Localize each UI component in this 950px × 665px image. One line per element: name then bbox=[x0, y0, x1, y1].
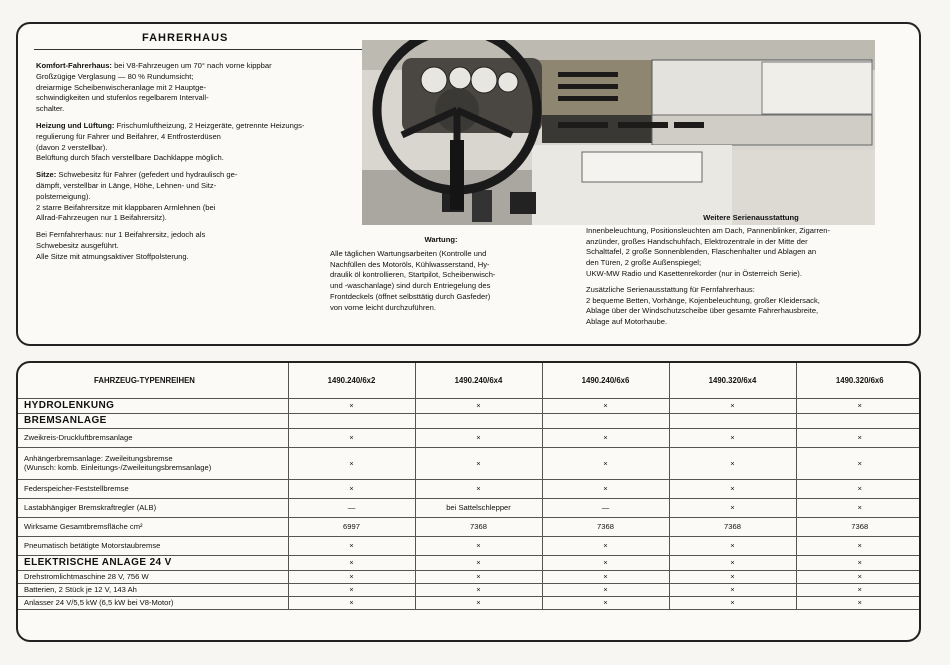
table-row bbox=[18, 596, 921, 609]
text-span: Schwebesitz ausgeführt. bbox=[36, 240, 119, 250]
table-cell bbox=[796, 413, 921, 428]
text-line bbox=[36, 213, 306, 224]
row-label bbox=[18, 398, 288, 413]
text-block bbox=[36, 170, 306, 224]
text-block bbox=[36, 230, 306, 262]
text-span: schalter. bbox=[36, 104, 65, 114]
text-line bbox=[36, 241, 306, 252]
title-divider bbox=[34, 49, 374, 50]
table-cell: × bbox=[796, 398, 921, 413]
text-line: Ablage auf Motorhaube. bbox=[586, 317, 668, 327]
maintenance-heading: Wartung: bbox=[424, 235, 458, 244]
table-cell bbox=[542, 413, 669, 428]
table-cell: 7368 bbox=[542, 517, 669, 536]
cab-panel bbox=[16, 22, 921, 346]
table-cell: × bbox=[542, 536, 669, 555]
table-row bbox=[18, 570, 921, 583]
table-row bbox=[18, 428, 921, 447]
table-cell: × bbox=[542, 583, 669, 596]
text-line: UKW-MW Radio und Kasettenrekorder (nur in Österreich Serie). bbox=[586, 268, 802, 278]
dashboard-photo bbox=[362, 40, 875, 225]
text-span: Allrad-Fahrzeugen nur 1 Beifahrersitz). bbox=[36, 213, 167, 223]
table-cell: × bbox=[796, 583, 921, 596]
table-row bbox=[18, 536, 921, 555]
row-label-text: HYDROLENKUNG bbox=[24, 400, 115, 411]
text-line bbox=[36, 170, 306, 181]
table-cell: × bbox=[288, 428, 415, 447]
row-label bbox=[18, 428, 288, 447]
table-cell: × bbox=[415, 447, 542, 479]
text-line: und -waschanlage) sind durch Entriegelung des bbox=[330, 281, 491, 291]
table-cell: × bbox=[669, 398, 796, 413]
table-cell: × bbox=[796, 570, 921, 583]
text-line: draulik öl kontrollieren, Startpilot, Scheibenwisch- bbox=[330, 270, 496, 280]
table-cell: × bbox=[669, 570, 796, 583]
table-cell: × bbox=[669, 596, 796, 609]
table-cell bbox=[288, 413, 415, 428]
table-cell: × bbox=[542, 398, 669, 413]
table-row bbox=[18, 398, 921, 413]
text-span: Alle Sitze mit atmungsaktiver Stoffpolsterung. bbox=[36, 251, 189, 261]
row-label-text: Pneumatisch betätigte Motorstaubremse bbox=[24, 541, 161, 550]
text-line bbox=[36, 153, 306, 164]
table-cell: × bbox=[288, 555, 415, 570]
table-cell: × bbox=[796, 498, 921, 517]
text-line: 2 bequeme Betten, Vorhänge, Kojenbeleuchtung, großer Kleidersack, bbox=[586, 295, 820, 305]
table-row bbox=[18, 583, 921, 596]
text-line: Schalttafel, 2 große Sonnenblenden, Flaschenhalter und Ablagen an bbox=[586, 247, 817, 257]
table-cell: × bbox=[669, 447, 796, 479]
block-heading: Komfort-Fahrerhaus: bbox=[36, 61, 112, 70]
row-label-text: Anlasser 24 V/5,5 kW (6,5 kW bei V8-Motor) bbox=[24, 598, 174, 607]
table-cell: × bbox=[415, 596, 542, 609]
table-cell: 7368 bbox=[415, 517, 542, 536]
table-cell: × bbox=[415, 570, 542, 583]
table-row bbox=[18, 479, 921, 498]
table-row bbox=[18, 517, 921, 536]
row-label bbox=[18, 498, 288, 517]
row-label bbox=[18, 517, 288, 536]
row-label-text: Wirksame Gesamtbremsfläche cm² bbox=[24, 522, 143, 531]
table-cell: 7368 bbox=[796, 517, 921, 536]
table-cell: × bbox=[542, 570, 669, 583]
table-cell: × bbox=[415, 555, 542, 570]
table-row bbox=[18, 447, 921, 479]
table-cell: × bbox=[288, 447, 415, 479]
cab-description bbox=[36, 61, 306, 269]
row-label bbox=[18, 596, 288, 609]
table-cell: × bbox=[669, 428, 796, 447]
table-cell: × bbox=[796, 536, 921, 555]
text-span: schwindigkeiten und stufenlos regelbarem Intervall- bbox=[36, 93, 209, 103]
table-cell: × bbox=[288, 398, 415, 413]
text-span: (davon 2 verstellbar). bbox=[36, 142, 108, 152]
text-line: Ablage über der Windschutzscheibe über gesamte Fahrerhausbreite, bbox=[586, 306, 819, 316]
table-cell: × bbox=[415, 536, 542, 555]
text-line bbox=[36, 192, 306, 203]
row-label-text: Zweikreis-Druckluftbremsanlage bbox=[24, 433, 133, 442]
table-header-label: FAHRZEUG-TYPENREIHEN bbox=[18, 363, 288, 398]
column-header: 1490.320/6x4 bbox=[669, 363, 796, 398]
table-cell: × bbox=[288, 583, 415, 596]
row-label-text: Anhängerbremsanlage: Zweileitungsbremse bbox=[24, 454, 173, 463]
text-span: Großzügige Verglasung — 80 % Rundumsicht; bbox=[36, 71, 194, 81]
text-line bbox=[36, 104, 306, 115]
table-cell: × bbox=[542, 428, 669, 447]
table-cell: × bbox=[415, 479, 542, 498]
table-cell: × bbox=[542, 447, 669, 479]
table-cell: × bbox=[669, 498, 796, 517]
text-line: anzünder, großes Handschuhfach, Elektrozentrale in der Mitte der bbox=[586, 236, 808, 246]
row-label-text: Batterien, 2 Stück je 12 V, 143 Ah bbox=[24, 585, 137, 594]
equipment-heading: Weitere Serienausstattung bbox=[703, 213, 799, 222]
table-cell: × bbox=[542, 479, 669, 498]
section-title: FAHRERHAUS bbox=[142, 32, 229, 44]
text-line bbox=[36, 72, 306, 83]
table-cell: × bbox=[288, 479, 415, 498]
block-heading: Heizung und Lüftung: bbox=[36, 120, 115, 130]
table-cell: × bbox=[415, 583, 542, 596]
maintenance-block bbox=[330, 235, 552, 314]
row-label bbox=[18, 570, 288, 583]
text-block bbox=[36, 61, 306, 115]
text-span: regulierung für Fahrer und Beifahrer, 4 Entfrosterdüsen bbox=[36, 131, 221, 141]
table-cell: × bbox=[796, 596, 921, 609]
table-cell: bei Sattelschlepper bbox=[415, 498, 542, 517]
column-header: 1490.240/6x4 bbox=[415, 363, 542, 398]
text-span: 2 starre Beifahrersitze mit klappbaren Armlehnen (bei bbox=[36, 202, 216, 212]
text-line: Innenbeleuchtung, Positionsleuchten am Dach, Pannenblinker, Zigarren- bbox=[586, 225, 830, 235]
row-label bbox=[18, 583, 288, 596]
row-label-text: Lastabhängiger Bremskraftregler (ALB) bbox=[24, 503, 157, 512]
table-cell: × bbox=[288, 596, 415, 609]
row-label-text: Federspeicher-Feststellbremse bbox=[24, 484, 129, 493]
text-span: Belüftung durch 5fach verstellbare Dachklappe möglich. bbox=[36, 153, 224, 163]
text-span: Frischumluftheizung, 2 Heizgeräte, getrennte Heizungs- bbox=[116, 120, 305, 130]
text-span: dämpft, verstellbar in Länge, Höhe, Lehnen- und Sitz- bbox=[36, 180, 217, 190]
standard-equipment-block bbox=[586, 213, 916, 328]
text-line bbox=[36, 93, 306, 104]
table-cell: × bbox=[415, 398, 542, 413]
text-line bbox=[36, 203, 306, 214]
row-label bbox=[18, 536, 288, 555]
text-line: Frontdeckels (öffnet selbsttätig durch Gasfeder) bbox=[330, 291, 491, 301]
table-cell: × bbox=[669, 479, 796, 498]
table-cell: × bbox=[669, 555, 796, 570]
text-block bbox=[36, 121, 306, 164]
spec-table-panel bbox=[16, 361, 921, 642]
row-label-note: (Wunsch: komb. Einleitungs-/Zweileitungsbremsanlage) bbox=[24, 463, 212, 472]
text-line bbox=[36, 230, 306, 241]
row-label bbox=[18, 555, 288, 570]
table-cell: × bbox=[542, 596, 669, 609]
table-cell: × bbox=[796, 555, 921, 570]
column-header: 1490.240/6x6 bbox=[542, 363, 669, 398]
text-line: den Türen, 2 große Außenspiegel; bbox=[586, 258, 702, 268]
table-cell bbox=[669, 413, 796, 428]
table-cell: × bbox=[288, 570, 415, 583]
row-label bbox=[18, 479, 288, 498]
row-label-text: ELEKTRISCHE ANLAGE 24 V bbox=[24, 557, 172, 568]
table-cell: 7368 bbox=[669, 517, 796, 536]
text-line bbox=[36, 132, 306, 143]
row-label bbox=[18, 413, 288, 428]
table-cell bbox=[415, 413, 542, 428]
table-row bbox=[18, 413, 921, 428]
text-line bbox=[36, 83, 306, 94]
text-span: Bei Fernfahrerhaus: nur 1 Beifahrersitz, jedoch als bbox=[36, 230, 206, 240]
table-cell: × bbox=[542, 555, 669, 570]
text-line bbox=[36, 252, 306, 263]
text-span: dreiarmige Scheibenwischeranlage mit 2 Hauptge- bbox=[36, 82, 207, 92]
row-label bbox=[18, 447, 288, 479]
text-line: Zusätzliche Serienausstattung für Fernfahrerhaus: bbox=[586, 284, 755, 294]
table-header-row bbox=[18, 363, 921, 398]
table-row bbox=[18, 555, 921, 570]
table-cell: × bbox=[415, 428, 542, 447]
column-header: 1490.240/6x2 bbox=[288, 363, 415, 398]
table-cell: × bbox=[796, 479, 921, 498]
table-cell: 6997 bbox=[288, 517, 415, 536]
text-span: bei V8-Fahrzeugen um 70° nach vorne kippbar bbox=[114, 61, 272, 70]
table-cell: × bbox=[288, 536, 415, 555]
table-cell: × bbox=[796, 447, 921, 479]
text-span: Schwebesitz für Fahrer (gefedert und hydraulisch ge- bbox=[58, 170, 238, 180]
spec-table bbox=[18, 363, 921, 610]
column-header: 1490.320/6x6 bbox=[796, 363, 921, 398]
row-label-text: Drehstromlichtmaschine 28 V, 756 W bbox=[24, 572, 149, 581]
table-cell: — bbox=[288, 498, 415, 517]
table-cell: × bbox=[669, 583, 796, 596]
text-span: polsterneigung). bbox=[36, 191, 91, 201]
table-cell: × bbox=[796, 428, 921, 447]
table-cell: — bbox=[542, 498, 669, 517]
text-line: Alle täglichen Wartungsarbeiten (Kontrolle und bbox=[330, 248, 487, 258]
table-row bbox=[18, 498, 921, 517]
text-line bbox=[36, 181, 306, 192]
text-line bbox=[36, 143, 306, 154]
text-line: Nachfüllen des Motoröls, Kühlwasserstand, Hy- bbox=[330, 259, 490, 269]
text-line bbox=[36, 61, 306, 72]
table-cell: × bbox=[669, 536, 796, 555]
row-label-text: BREMSANLAGE bbox=[24, 415, 107, 426]
text-line: von vorne leicht durchzuführen. bbox=[330, 302, 436, 312]
text-line bbox=[36, 121, 306, 132]
block-heading: Sitze: bbox=[36, 170, 57, 180]
